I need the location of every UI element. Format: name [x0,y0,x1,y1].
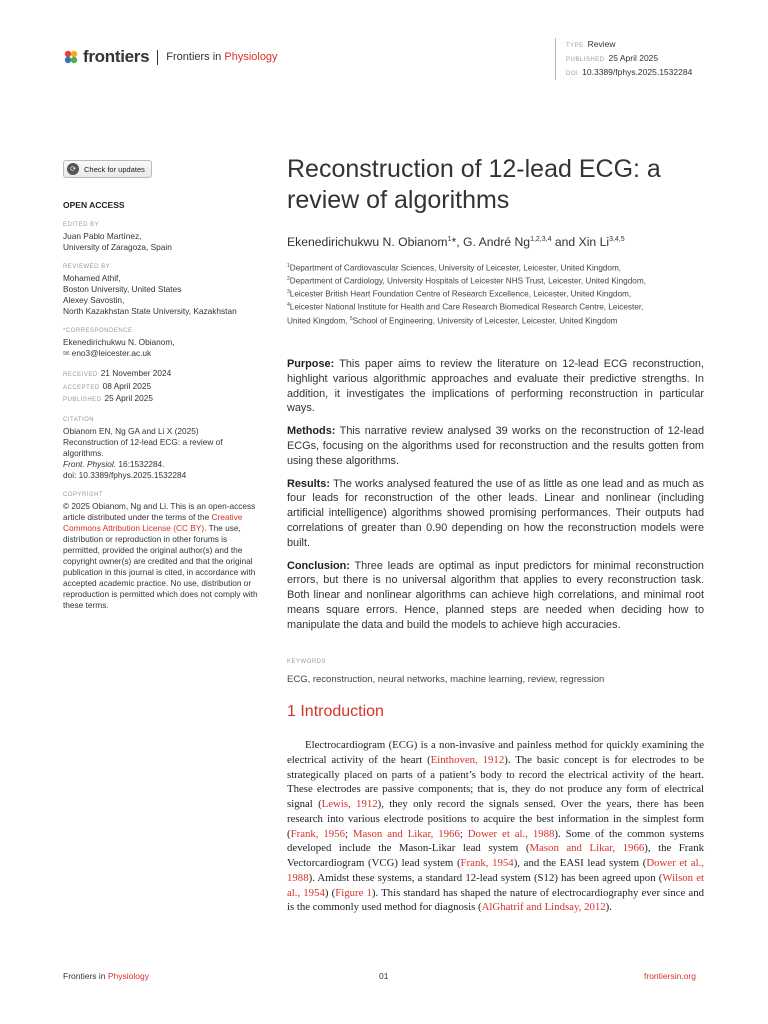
reference-link[interactable]: Mason and Likar, 1966 [352,827,460,840]
affiliation-text: United Kingdom, [287,316,350,326]
affiliation-text: Department of Cardiology, University Hospitals of Leicester NHS Trust, Leicester, United Kingdom, [289,276,646,286]
affiliation-number: 2 [287,276,290,283]
keywords: ECG, reconstruction, neural networks, machine learning, review, regression [287,674,605,685]
reference-link[interactable]: Dower et al., 1988 [467,827,555,840]
citation-doi[interactable]: doi: 10.3389/fphys.2025.1532284 [63,469,187,480]
journal-title: Physiology [224,51,278,63]
reference-link[interactable]: Wilson et al., 1954 [287,871,705,899]
intro-text: ). [605,901,612,914]
license-link[interactable]: Creative Commons Attribution License (CC BY) [63,511,243,533]
meta-type [566,38,692,52]
footer-journal-name: Physiology [107,971,149,981]
editor-name: Juan Pablo Martínez, [63,231,142,241]
affiliations [287,261,707,327]
intro-text: ). The basic concept is for electrodes to be strategically placed on parts of a patient’s body to record the electrical activity of the heart. These electrodes are passive components; that is, they do not produce any form of electrical signal ( [287,753,704,810]
abstract-text: The works analysed featured the use of as little as one lead and as much as four leads for reconstruction of the other leads. Linear and nonlinear (including artificial intelligence) algorithms showed promising performances. Their outputs had correlations of greater than 0.90 depending on how the reconstruction models were built. [287,477,704,549]
reference-link[interactable]: Dower et al., 1988 [287,857,704,884]
copyright-text-b: . The use, distribution or reproduction in other forums is permitted, provided the original author(s) and the copyright owner(s) are credited and that the original publication in this journal is cited, in accordance with accepted academic practice. No use, distribution or reproduction is permitted which does not comply with these terms. [63,522,258,610]
abstract-purpose [287,357,704,416]
author-separator: and [551,235,579,249]
reference-link[interactable]: Figure 1 [335,886,372,899]
abstract-heading: Purpose: [287,358,335,370]
header-divider [157,50,158,65]
intro-text: ), the Frank Vectorcardiogram (VCG) lead system ( [287,842,704,869]
author-link[interactable]: Xin Li [578,235,610,249]
intro-text: ) ( [324,886,336,899]
reference-link[interactable]: Frank, 1956 [290,827,345,840]
sidebar [63,160,258,611]
intro-text: ). Amidst these systems, a standard 12-lead system (S12) has been agreed upon ( [308,871,663,884]
affiliation-text: School of Engineering, University of Leicester, Leicester, United Kingdom [352,316,618,326]
author-affil-sup: 3,4,5 [609,235,625,243]
author-affil-sup: 1,2,3,4 [530,235,552,243]
author-link[interactable]: G. André Ng [462,235,531,249]
published-value: 25 April 2025 [104,393,153,403]
citation-line: algorithms. [63,447,104,458]
abstract-methods [287,424,704,468]
published-row [63,393,258,406]
abstract-text: This paper aims to review the literature on 12-lead ECG reconstruction, highlight various algorithmic approaches and evaluate their predictive strengths. In addition, it investigates the implications of performing reconstruction in particular ways. [287,358,704,415]
editor-affiliation: University of Zaragoza, Spain [63,242,172,252]
intro-text: ). This standard has shaped the nature of electrocardiography ever since and is the commonly used method for diagnosis ( [287,886,705,914]
affiliation-line [287,300,707,313]
affiliation-number: 4 [287,302,290,309]
footer-journal[interactable] [63,971,149,981]
section-heading: 1 Introduction [287,703,384,720]
received-row [63,368,258,381]
reviewer-line: North Kazakhstan State University, Kazakhstan [63,306,237,316]
email-icon: ✉ [63,349,70,358]
abstract-conclusion [287,559,704,633]
citation-volume: 16:1532284. [116,458,165,469]
reference-link[interactable]: Lewis, 1912 [321,798,378,810]
intro-text: ), and the EASI lead system ( [513,857,647,869]
citation-line: Reconstruction of 12-lead ECG: a review of [63,436,223,447]
meta-published-label: PUBLISHED [566,57,605,63]
intro-paragraph [287,738,704,915]
intro-text: Electrocardiogram (ECG) is a non-invasive and painless method for quickly examining the electrical activity of the heart ( [287,739,704,766]
edited-by-label: EDITED BY [63,222,100,228]
meta-type-label: TYPE [566,43,584,49]
abstract [287,357,704,641]
accepted-value: 08 April 2025 [102,380,152,391]
received-label: RECEIVED [63,372,98,378]
affiliation-number: 3 [287,289,290,296]
citation-journal: Front. Physiol. [63,458,117,469]
reference-link[interactable]: AlGhatrif and Lindsay, 2012 [481,901,606,914]
reviewer-line: Boston University, United States [63,284,182,294]
article-meta [555,38,692,80]
dates-block [63,368,258,406]
reviewer-line: Mohamed Athif, [63,273,121,283]
affiliation-number: 5 [349,315,353,322]
meta-published-value: 25 April 2025 [608,53,659,63]
reviewed-by-label: REVIEWED BY [63,264,111,270]
citation-journal-line [63,459,258,470]
received-value: 21 November 2024 [100,368,172,378]
intro-text: ). Some of the common systems developed include the Mason-Likar lead system ( [287,827,704,855]
intro-text: ; [345,827,353,840]
affiliation-text: Department of Cardiovascular Sciences, University of Leicester, Leicester, United Kingdom, [289,263,622,273]
refresh-icon: ⟳ [67,163,79,175]
affiliation-line [287,261,707,274]
correspondence-email[interactable] [63,348,258,359]
correspondence-name: Ekenedirichukwu N. Obianom, [63,337,175,347]
affiliation-line [287,314,707,327]
published-label: PUBLISHED [63,397,102,403]
meta-doi-value[interactable]: 10.3389/fphys.2025.1532284 [582,67,693,77]
open-access-label: OPEN ACCESS [63,200,125,210]
reference-link[interactable]: Frank, 1954 [460,857,514,869]
journal-name[interactable] [166,51,277,63]
abstract-heading: Methods: [287,425,336,438]
intro-text: ), they only record the signals sensed. Over the years, there has been research into various electrode positions to acquire the best information in the simplest form ( [287,798,704,840]
meta-type-value: Review [587,39,616,49]
frontiers-logo[interactable] [63,47,278,67]
meta-doi-label: DOI [566,71,579,77]
affiliation-line [287,287,707,300]
affiliation-line [287,274,707,287]
affiliation-number: 1 [287,263,290,269]
footer-journal-prefix: Frontiers in [63,971,106,981]
keywords-label: KEYWORDS [287,659,327,665]
abstract-text: This narrative review analysed 39 works on the reconstruction of 12-lead ECGs, focusing on the algorithms used for reconstruction and the results gotten from using these algorithms. [287,425,704,467]
accepted-label: ACCEPTED [63,384,100,391]
abstract-heading: Results: [287,477,330,490]
author-separator: , [456,235,463,249]
correspondence-label: *CORRESPONDENCE [63,328,133,334]
meta-doi [566,66,692,80]
abstract-heading: Conclusion: [287,559,350,572]
citation-line: Obianom EN, Ng GA and Li X (2025) [63,425,199,436]
article-title: Reconstruction of 12-lead ECG: a review of algorithms [287,155,661,214]
reviewer-line: Alexey Savostin, [63,295,125,305]
frontiers-logo-icon [63,49,79,65]
copyright-text [63,501,258,611]
abstract-text: Three leads are optimal as input predictors for minimal reconstruction errors, but there is no universal algorithm that applies to every reconstruction task. Both linear and nonlinear algorithms can achieve high correlations, and minimal root means square errors. Hence, planned steps are needed when deciding how to manipulate the data and build the models to achieve high accuracies. [287,559,704,631]
check-for-updates-button[interactable] [63,160,152,178]
author-affil-sup: 1 [447,235,452,243]
page-number: 01 [379,971,389,981]
author-list [287,235,727,249]
affiliation-text: Leicester British Heart Foundation Centre of Research Excellence, Leicester, United Kingdom, [289,290,632,300]
brand-name: frontiers [83,47,150,66]
email-text: eno3@leicester.ac.uk [71,348,152,358]
copyright-label: COPYRIGHT [63,491,104,498]
meta-published [566,52,692,66]
accepted-row [63,381,258,394]
corresponding-mark: * [451,235,457,249]
check-for-updates-label: Check for updates [84,164,145,174]
journal-prefix: Frontiers in [166,51,222,63]
copyright-text-a: © 2025 Obianom, Ng and Li. This is an open-access article distributed under the terms of the [63,500,256,522]
abstract-results [287,477,704,551]
affiliation-text: Leicester National Institute for Health and Care Research Biomedical Research Centre, Leicester, [289,303,644,313]
footer-site-link[interactable]: frontiersin.org [644,971,696,981]
citation-label: CITATION [63,416,95,423]
author-link[interactable]: Ekenedirichukwu N. Obianom [287,235,448,249]
reference-link[interactable]: Mason and Likar, 1966 [529,842,645,855]
reference-link[interactable]: Einthoven, 1912 [430,753,505,766]
intro-text: ; [459,827,468,840]
